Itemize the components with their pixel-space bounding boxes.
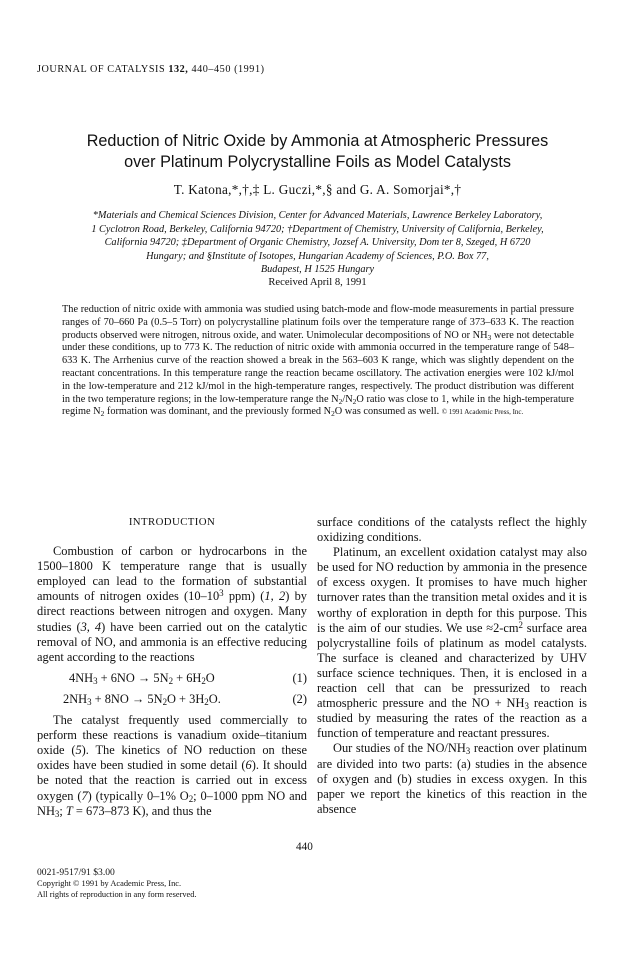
paragraph: Combustion of carbon or hydrocarbons in the 1500–1800 K temperature range that is usually employed can lead to the formation of substantial amounts of nitrogen oxides ($10-10^3$ ppm) (1, 2) by direct reactions between nitrogen and oxygen. Many studies (3, 4) have been carried out on the catalytic removal of NO, and ammonia is an effective reducing agent according to the reactions <box>37 544 307 664</box>
journal-volume: 132, <box>168 64 189 75</box>
page-number: 440 <box>296 841 313 853</box>
affiliation-line: *Materials and Chemical Sciences Division, Center for Advanced Materials, Lawrence Berkeley Laboratory, <box>92 210 543 221</box>
footer-code: 0021-9517/91 $3.00 <box>37 867 115 878</box>
equation-number: (2) <box>292 691 307 706</box>
equation-1: $4NH_3 + 6NO \to 5N_2 + 6H_2O$ (1) <box>69 670 307 686</box>
section-heading: INTRODUCTION <box>128 516 216 528</box>
paper-title <box>40 131 595 173</box>
equation-2: $2NH_3 + 8NO \to 5N_2O + 3H_2O$. (2) <box>63 691 307 707</box>
journal-header <box>37 64 265 75</box>
equation-number: (1) <box>292 670 307 685</box>
paragraph: surface conditions of the catalysts reflect the highly oxidizing conditions. <box>317 515 587 545</box>
paragraph: Platinum, an excellent oxidation catalyst may also be used for NO reduction by ammonia in the presence of excess oxygen. It promises to have much higher turnover rates than the transition metal oxides and it is worthy of exploration in depth for this purpose. This is the aim of our studies. We use $\approx 2-cm^2$ surface area polycrystalline foils of platinum as model catalysts. The surface is cleaned and characterized by UHV surface science techniques. Then, it is enclosed in a reaction cell that can be pressurized to reach atmospheric pressure and the NO + $NH_3$ reaction is studied by measuring the rates of the reaction as a function of temperature and reactant pressures. <box>317 545 588 741</box>
abstract-copyright: © 1991 Academic Press, Inc. <box>441 408 524 417</box>
journal-name: JOURNAL OF CATALYSIS <box>37 64 166 75</box>
author-list: T. Katona,*,†,‡ L. Guczi,*,§ and G. A. Somorjai*,† <box>173 182 462 197</box>
footer-copyright: Copyright © 1991 by Academic Press, Inc. <box>37 879 182 888</box>
affiliations <box>40 209 595 277</box>
left-column <box>37 515 307 819</box>
right-column <box>317 515 587 817</box>
footer <box>37 867 197 900</box>
title-line-1: Reduction of Nitric Oxide by Ammonia at Atmospheric Pressures <box>86 132 549 150</box>
footer-rights: All rights of reproduction in any form reserved. <box>37 890 197 899</box>
affiliation-line: Budapest, H 1525 Hungary <box>260 264 375 275</box>
affiliation-line: Hungary; and §Institute of Isotopes, Hungarian Academy of Sciences, P.O. Box 77, <box>146 250 489 262</box>
journal-pages: 440–450 (1991) <box>191 64 265 75</box>
paragraph: Our studies of the $NO/NH_3$ reaction over platinum are divided into two parts: (a) studies in the absence of oxygen and (b) studies in excess oxygen. In this paper we report the kinetics of this reaction in the absence <box>317 741 587 816</box>
abstract: The reduction of nitric oxide with ammonia was studied using batch-mode and flow-mode measurements in partial pressure ranges of 70–660 Pa (0.5–5 Torr) on polycrystalline platinum foils over the temperature range of 373–633 K. The reaction products observed were nitrogen, nitrous oxide, and water. Unimolecular decompositions of NO or $NH_3$ were not detectable under these conditions, up to 773 K. The reduction of nitric oxide with ammonia occurred in the temperature range of 548–633 K. The Arrhenius curve of the reaction showed a break in the 563–603 K range, which was slightly dependent on the reactant concentrations. In this temperature range the reaction became oscillatory. The activation energies were 102 kJ/mol in the low-temperature and 212 kJ/mol in the high-temperature ranges, respectively. The product distribution was different in the two temperature regions; in the low-temperature range the $N_2/N_2O$ ratio was close to 1, while in the high-temperature regime $N_2$ formation was dominant, and the previously formed $N_2O$ was consumed as well. © 1991 Academic Press, Inc. <box>62 304 574 419</box>
affiliation-line: 1 Cyclotron Road, Berkeley, California 94720; †Department of Chemistry, University of California, Berkeley, <box>91 223 544 235</box>
affiliation-line: California 94720; ‡Department of Organic Chemistry, Jozsef A. University, Dom ter 8, Szeged, H 6720 <box>104 237 531 248</box>
title-line-2: over Platinum Polycrystalline Foils as Model Catalysts <box>124 153 511 171</box>
paragraph: The catalyst frequently used commercially to perform these reactions is vanadium oxide–titanium oxide (5). The kinetics of NO reduction on these oxides have been studied in some detail (6). It should be noted that the reaction is carried out in excess oxygen (7) (typically 0–1% $O_2$; 0–1000 ppm NO and $NH_3$; T = 673–873 K), and thus the <box>37 713 307 819</box>
received-date: Received April 8, 1991 <box>268 277 367 288</box>
